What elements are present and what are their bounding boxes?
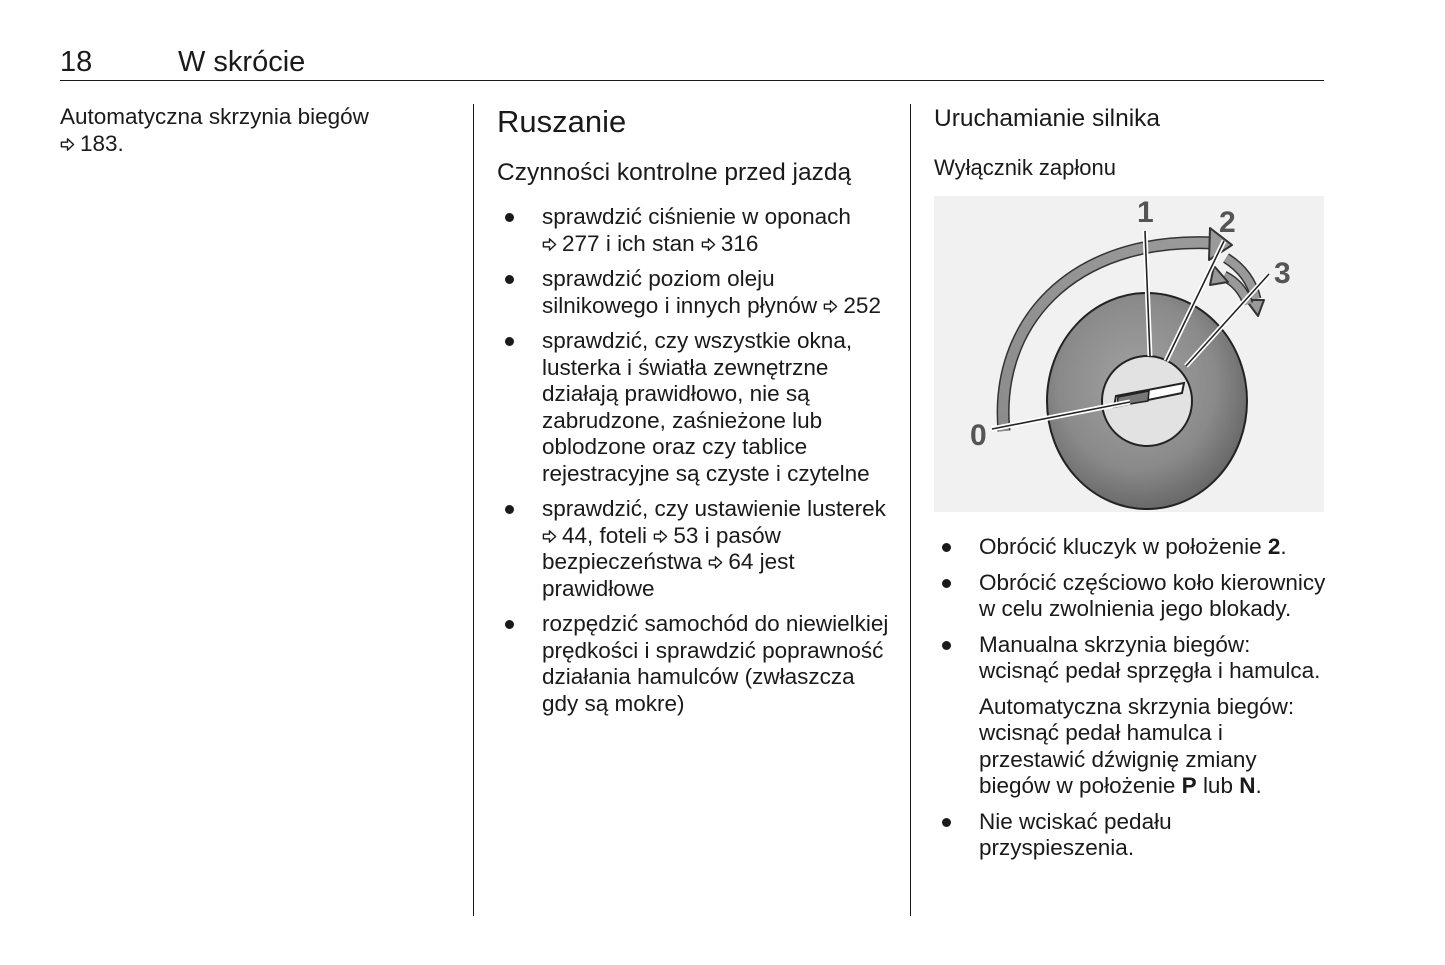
reference-arrow-icon (653, 529, 668, 544)
page-header (60, 44, 1324, 81)
bullet-icon (942, 641, 951, 650)
reference-arrow-icon (542, 237, 557, 252)
checklist (497, 204, 897, 717)
reference-arrow-icon (708, 555, 723, 570)
heading-ruszanie: Ruszanie (497, 104, 627, 139)
page-number: 18 (60, 46, 93, 78)
column-divider (910, 104, 911, 916)
reference-arrow-icon (701, 237, 716, 252)
list-item: sprawdzić, czy ustawienie lusterek 44, foteli 53 i pasów bezpieczeństwa 64 jest prawidłowe (497, 496, 897, 602)
cross-reference[interactable]: 53 (653, 523, 698, 548)
ignition-switch-diagram (934, 196, 1324, 512)
cross-reference[interactable]: 183. (60, 131, 124, 156)
automatic-transmission-note: Automatyczna skrzynia biegów: wcisnąć pedał hamulca i przestawić dźwignię zmiany biegów w położenie P lub N. (979, 693, 1295, 798)
bullet-icon (505, 620, 514, 629)
transmission-note: Automatyczna skrzynia biegów (60, 104, 369, 129)
ignition-illustration (934, 196, 1324, 512)
position-label-3: 3 (1274, 257, 1291, 290)
cross-reference[interactable]: 44 (542, 523, 587, 548)
section-title: W skrócie (178, 46, 306, 78)
bullet-icon (505, 213, 514, 222)
list-item: Obrócić częściowo koło kierownicy w celu zwolnienia jego blokady. (934, 570, 1329, 623)
list-item: Manualna skrzynia biegów: wcisnąć pedał sprzęgła i hamulca. Automatyczna skrzynia biegów: wcisnąć pedał hamulca i przestawić dźwignię zmiany biegów w położenie P lub N. (934, 632, 1329, 800)
subheading-checks: Czynności kontrolne przed jazdą (497, 159, 852, 186)
cross-reference[interactable]: 316 (701, 231, 759, 256)
column-2 (497, 104, 897, 726)
column-divider (473, 104, 474, 916)
subheading-ignition-switch: Wyłącznik zapłonu (934, 155, 1116, 180)
list-item: sprawdzić poziom oleju silnikowego i innych płynów 252 (497, 266, 897, 319)
bullet-icon (942, 579, 951, 588)
list-item: sprawdzić ciśnienie w oponach 277 i ich stan 316 (497, 204, 897, 257)
reference-arrow-icon (542, 529, 557, 544)
cross-reference[interactable]: 252 (823, 293, 881, 318)
reference-arrow-icon (60, 137, 75, 152)
bullet-icon (942, 818, 951, 827)
list-item: rozpędzić samochód do niewielkiej prędkości i sprawdzić poprawność działania hamulców (zwłaszcza gdy są mokre) (497, 611, 897, 717)
position-label-1: 1 (1137, 196, 1154, 229)
position-label-2: 2 (1219, 206, 1236, 239)
list-item: Nie wciskać pedału przyspieszenia. (934, 809, 1329, 862)
start-steps-list (934, 534, 1329, 862)
bullet-icon (505, 337, 514, 346)
cross-reference[interactable]: 64 (708, 549, 753, 574)
bullet-icon (505, 275, 514, 284)
column-3 (934, 104, 1329, 871)
column-1 (60, 104, 450, 157)
list-item: sprawdzić, czy wszystkie okna, lusterka i światła zewnętrzne działają prawidłowo, nie są zabrudzone, zaśnieżone lub oblodzone oraz czy tablice rejestracyjne są czyste i czytelne (497, 328, 897, 487)
bullet-icon (942, 543, 951, 552)
heading-engine-start: Uruchamianie silnika (934, 105, 1161, 132)
cross-reference[interactable]: 277 (542, 231, 600, 256)
bullet-icon (505, 505, 514, 514)
list-item: Obrócić kluczyk w położenie 2. (934, 534, 1329, 561)
position-label-0: 0 (970, 419, 987, 452)
reference-arrow-icon (823, 299, 838, 314)
